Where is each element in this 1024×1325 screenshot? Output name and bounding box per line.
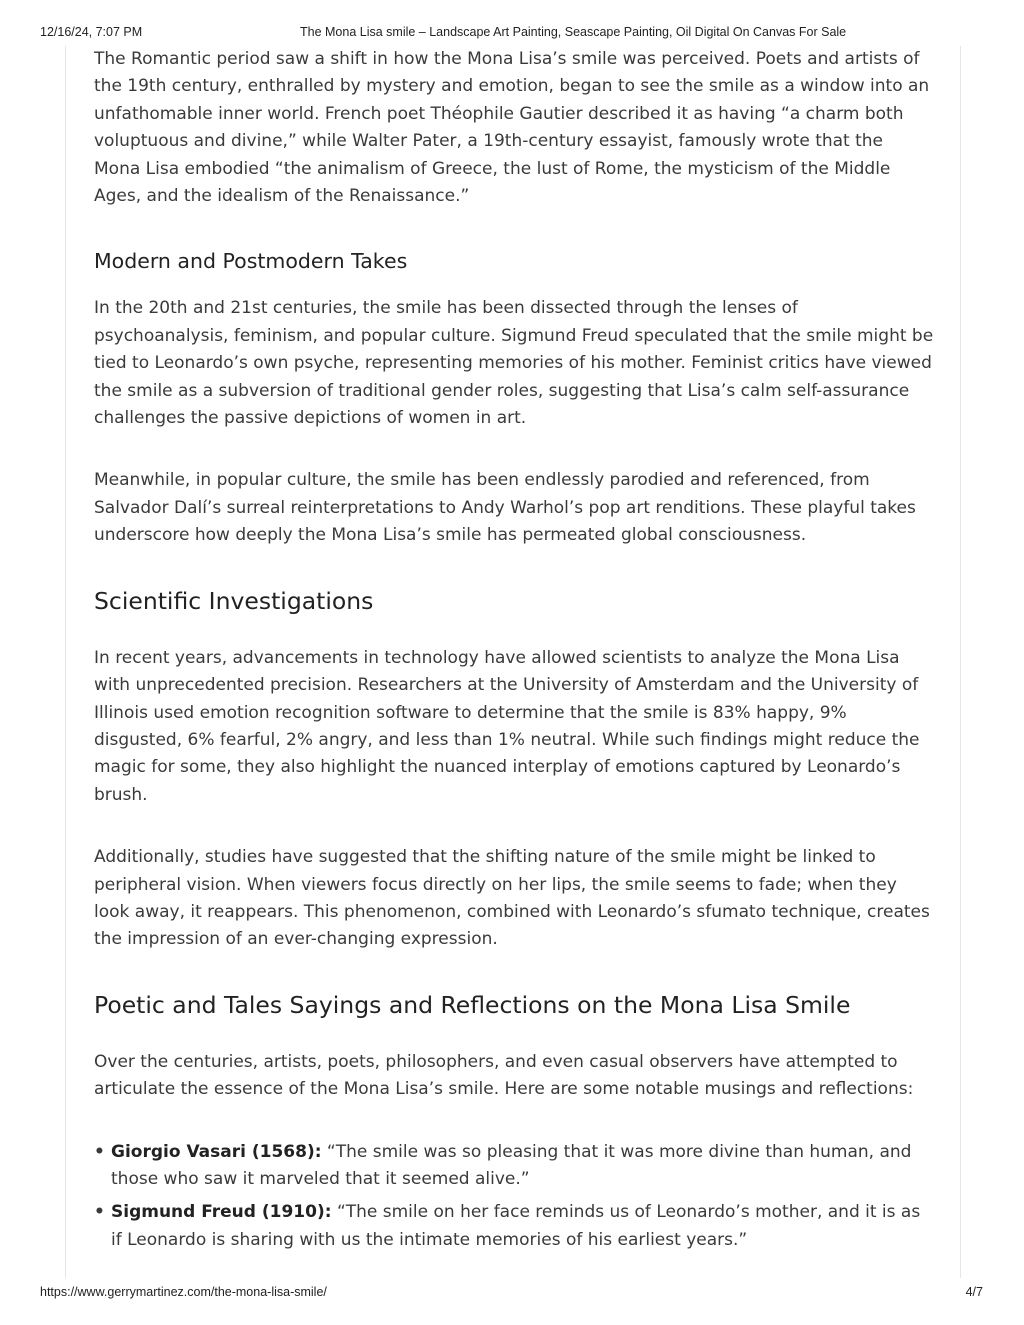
modern-paragraph-1: In the 20th and 21st centuries, the smile has been dissected through the lenses of psychoanalysis, feminism, and popular culture. Sigmund Freud speculated that the smile might be tied to Leonardo’s own psyche, representing memories of his mother. Feminist critics have viewed the smile as a subversion of traditional gender roles, suggesting that Lisa’s calm self-assurance challenges the passive depictions of women in art.	[94, 298, 934, 429]
page-number: 4/7	[965, 1285, 983, 1299]
print-footer	[0, 1285, 1024, 1301]
poetic-paragraph: Over the centuries, artists, poets, philosophers, and even casual observers have attempted to articulate the essence of the Mona Lisa’s smile. Here are some notable musings and reflections:	[94, 1051, 914, 1100]
scientific-heading: Scientific Investigations	[94, 586, 374, 615]
quote-text: “The smile was so pleasing that it was more divine than human, and those who saw it marveled that it seemed alive.”	[111, 1141, 912, 1189]
modern-paragraph-2: Meanwhile, in popular culture, the smile has been endlessly parodied and referenced, from Salvador Dalí’s surreal reinterpretations to Andy Warhol’s pop art renditions. These playful takes underscore how deeply the Mona Lisa’s smile has permeated global consciousness.	[94, 470, 916, 546]
bullet: •	[94, 1202, 105, 1223]
romantic-paragraph: The Romantic period saw a shift in how the Mona Lisa’s smile was perceived. Poets and artists of the 19th century, enthralled by mystery and emotion, began to see the smile as a window into an unfathomable inner world. French poet Théophile Gautier described it as having “a charm both voluptuous and divine,” while Walter Pater, a 19th-century essayist, famously wrote that the Mona Lisa embodied “the animalism of Greece, the lust of Rome, the mysticism of the Middle Ages, and the idealism of the Renaissance.”	[94, 49, 930, 207]
quotes-list	[94, 1139, 934, 1255]
poetic-heading: Poetic and Tales Sayings and Reflections on the Mona Lisa Smile	[94, 990, 851, 1019]
print-url: https://www.gerrymartinez.com/the-mona-lisa-smile/	[40, 1285, 327, 1299]
scientific-paragraph-1: In recent years, advancements in technology have allowed scientists to analyze the Mona Lisa with unprecedented precision. Researchers at the University of Amsterdam and the University of Illinois used emotion recognition software to determine that the smile is 83% happy, 9% disgusted, 6% fearful, 2% angry, and less than 1% neutral. While such findings might reduce the magic for some, they also highlight the nuanced interplay of emotions captured by Leonardo’s brush.	[94, 647, 920, 805]
modern-heading: Modern and Postmodern Takes	[94, 249, 408, 274]
quote-author: Sigmund Freud (1910):	[111, 1202, 332, 1223]
article-body	[94, 46, 934, 1254]
bullet: •	[94, 1141, 105, 1162]
list-item	[94, 1139, 934, 1194]
scientific-paragraph-2: Additionally, studies have suggested that the shifting nature of the smile might be linked to peripheral vision. When viewers focus directly on her lips, the smile seems to fade; when they look away, it reappears. This phenomenon, combined with Leonardo’s sfumato technique, creates the impression of an ever-changing expression.	[94, 847, 930, 950]
print-header	[0, 25, 1024, 41]
quote-text: “The smile on her face reminds us of Leonardo’s mother, and it is as if Leonardo is sharing with us the intimate memories of his earliest years.”	[111, 1202, 921, 1250]
quote-author: Giorgio Vasari (1568):	[111, 1141, 322, 1162]
list-item	[94, 1199, 934, 1254]
print-page-title: The Mona Lisa smile – Landscape Art Painting, Seascape Painting, Oil Digital On Canvas For Sale	[300, 25, 847, 39]
print-datetime: 12/16/24, 7:07 PM	[40, 25, 143, 39]
